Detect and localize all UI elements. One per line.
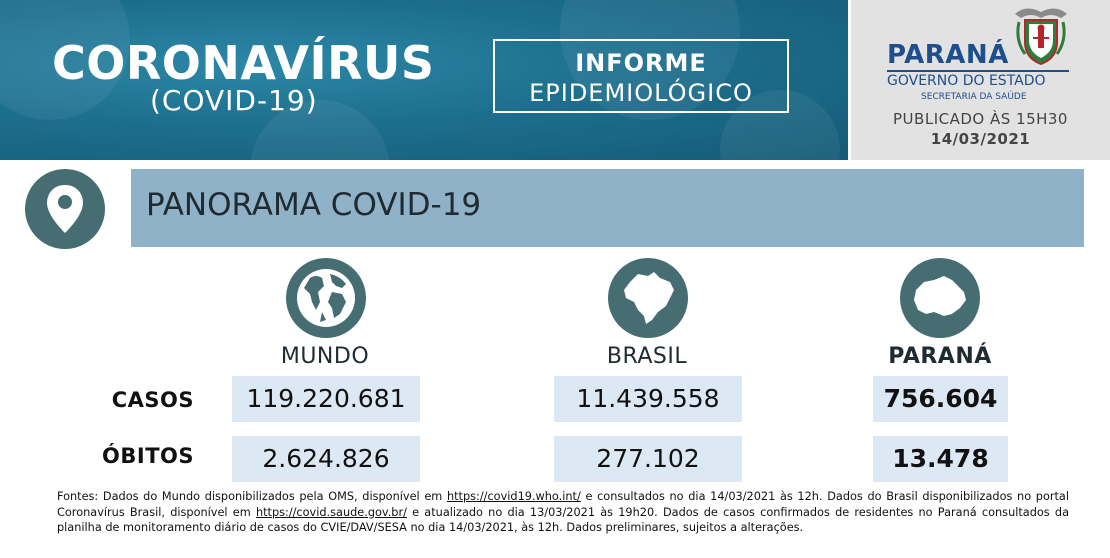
section-title: PANORAMA COVID-19 xyxy=(146,187,482,223)
brasil-cases-value: 11.439.558 xyxy=(554,376,742,422)
footnote-text-3: e atualizado no dia 13/03/2021 às 19h20. Dados de casos confirmados de residentes no Paraná consultados da planilha de monitoramento diário de casos do CVIE/DAV/SESA no dia 14/03/2021, às 12h. Dados preliminares, sujeitos a alterações. xyxy=(57,505,1069,534)
footnote-text-2: e consultados no dia 14/03/2021 às 12h. Dados do Brasil disponibilizados no portal Coronavírus Brasil, disponível em xyxy=(57,490,1069,519)
banner-subtitle: (COVID-19) xyxy=(150,84,318,117)
covid-saude-link[interactable]: https://covid.saude.gov.br/ xyxy=(255,505,407,519)
globe-icon xyxy=(286,258,366,338)
sources-footnote xyxy=(57,489,1069,536)
region-label-parana: PARANÁ xyxy=(888,344,992,369)
government-divider xyxy=(887,70,1069,72)
deaths-row-label: ÓBITOS xyxy=(102,444,194,468)
brazil-map-icon xyxy=(608,258,688,338)
informe-line2: EPIDEMIOLÓGICO xyxy=(529,79,753,107)
parana-deaths-value: 13.478 xyxy=(873,436,1008,482)
government-logo-panel xyxy=(851,0,1110,160)
globe-badge xyxy=(286,258,366,338)
who-link[interactable]: https://covid19.who.int/ xyxy=(446,490,581,503)
secretaria-label: SECRETARIA DA SAÚDE xyxy=(921,92,1027,102)
government-state: PARANÁ xyxy=(887,40,1009,70)
header xyxy=(0,0,1110,160)
government-label: GOVERNO DO ESTADO xyxy=(887,73,1046,89)
mundo-cases-value: 119.220.681 xyxy=(232,376,420,422)
mundo-deaths-value: 2.624.826 xyxy=(232,436,420,482)
location-pin-badge xyxy=(25,169,105,249)
parana-badge xyxy=(900,258,980,338)
cases-row-label: CASOS xyxy=(111,388,194,412)
region-label-brasil: BRASIL xyxy=(606,344,688,369)
brasil-deaths-value: 277.102 xyxy=(554,436,742,482)
region-label-mundo: MUNDO xyxy=(280,344,370,369)
published-date: 14/03/2021 xyxy=(930,130,1031,148)
section-title-bar xyxy=(131,169,1084,247)
banner-title: CORONAVÍRUS xyxy=(52,36,435,90)
published-time: PUBLICADO ÀS 15H30 xyxy=(893,110,1068,128)
coronavirus-banner xyxy=(0,0,848,160)
coat-of-arms-icon xyxy=(1011,4,1071,66)
parana-map-icon xyxy=(900,258,980,338)
location-pin-icon xyxy=(45,183,85,235)
footnote-text-1: Fontes: Dados do Mundo disponibilizados pela OMS, disponível em xyxy=(57,490,447,503)
brazil-badge xyxy=(608,258,688,338)
informe-line1: INFORME xyxy=(575,49,707,77)
parana-cases-value: 756.604 xyxy=(873,376,1008,422)
informe-box xyxy=(493,39,789,113)
